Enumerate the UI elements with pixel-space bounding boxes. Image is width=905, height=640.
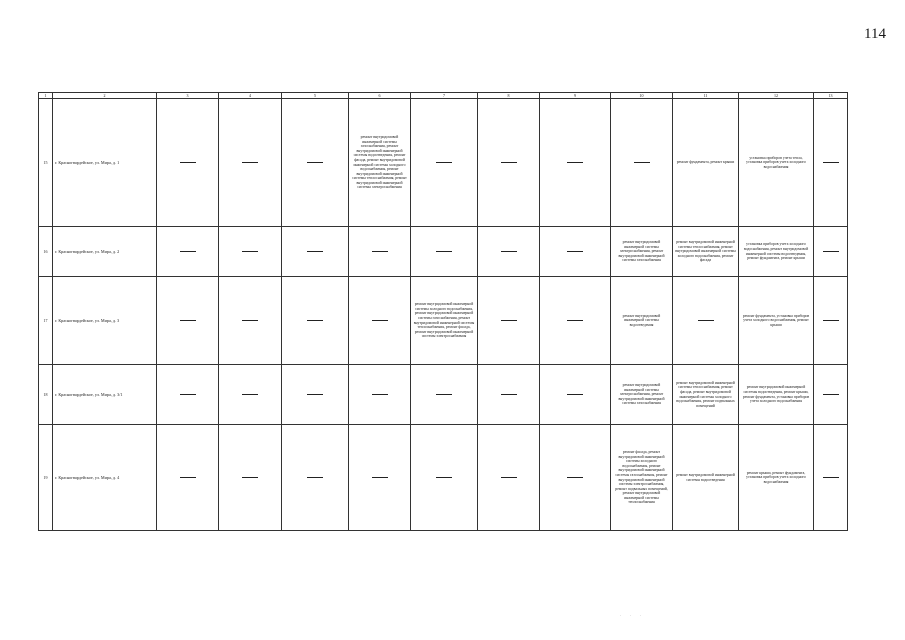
empty-cell: [411, 99, 478, 227]
table-row: [39, 425, 848, 531]
column-number: 5: [282, 93, 349, 99]
work-cell: ремонт внутридомовой инженерной системы водоотведения: [673, 425, 739, 531]
column-number: 12: [739, 93, 814, 99]
dash-mark: [436, 394, 452, 395]
column-number: 2: [53, 93, 157, 99]
empty-cell: [219, 365, 282, 425]
column-number: 3: [157, 93, 219, 99]
empty-cell: [219, 227, 282, 277]
dash-mark: [307, 320, 323, 321]
table-row: [39, 227, 848, 277]
empty-cell: [540, 425, 611, 531]
work-cell: ремонт внутридомовой инженерной системы электроснабжения, ремонт внутридомовой инженерной системы газоснабжения: [611, 365, 673, 425]
dash-mark: [242, 394, 258, 395]
dash-mark: [634, 162, 650, 163]
empty-cell: [814, 227, 848, 277]
work-cell: ремонт внутридомовой инженерной системы электроснабжения, ремонт внутридомовой инженерной системы газоснабжения: [611, 227, 673, 277]
work-cell: ремонт внутридомовой инженерной системы газоснабжения, ремонт внутридомовой инженерной системы водоотведения, ремонт фасада, ремонт внутридомовой инженерной системы холодного водоснабжения, ремонт внутридомовой инженерной системы теплоснабжения, ремонт внутридомовой инженерной системы электроснабжения: [349, 99, 411, 227]
dash-mark: [823, 477, 839, 478]
empty-cell: [478, 99, 540, 227]
dash-mark: [567, 477, 583, 478]
dash-mark: [307, 394, 323, 395]
empty-cell: [282, 99, 349, 227]
column-number: 11: [673, 93, 739, 99]
work-cell: ремонт крыши, ремонт фундамента, установка приборов учета холодного водоснабжения: [739, 425, 814, 531]
footer-marks: . . .: [620, 612, 645, 617]
column-number: 4: [219, 93, 282, 99]
dash-mark: [698, 320, 714, 321]
column-number: 13: [814, 93, 848, 99]
dash-mark: [823, 251, 839, 252]
dash-mark: [372, 251, 388, 252]
work-cell: ремонт внутридомовой инженерной системы водоотведения: [611, 277, 673, 365]
dash-mark: [823, 162, 839, 163]
empty-cell: [814, 365, 848, 425]
work-cell: ремонт внутридомовой инженерной системы теплоснабжения, ремонт фасада, ремонт внутридомовой инженерной системы холодного водоснабжения, ремонт подвальных помещений: [673, 365, 739, 425]
dash-mark: [372, 320, 388, 321]
dash-mark: [180, 162, 196, 163]
dash-mark: [501, 162, 517, 163]
dash-mark: [436, 477, 452, 478]
row-address: г. Красногвардейское, ул. Мира, д. 2: [53, 227, 157, 277]
dash-mark: [242, 320, 258, 321]
empty-cell: [673, 277, 739, 365]
work-cell: ремонт фундамента, ремонт крыши: [673, 99, 739, 227]
dash-mark: [436, 162, 452, 163]
dash-mark: [307, 477, 323, 478]
empty-cell: [411, 227, 478, 277]
dash-mark: [567, 251, 583, 252]
work-cell: ремонт внутридомовой инженерной системы водоотведения, ремонт крыши, ремонт фундамента, установка приборов учета холодного водоснабжения: [739, 365, 814, 425]
empty-cell: [540, 99, 611, 227]
empty-cell: [478, 227, 540, 277]
dash-mark: [501, 320, 517, 321]
repair-schedule-table: [38, 92, 848, 531]
dash-mark: [372, 394, 388, 395]
row-address: г. Красногвардейское, ул. Мира, д. 3: [53, 277, 157, 365]
empty-cell: [540, 277, 611, 365]
work-cell: ремонт внутридомовой инженерной системы теплоснабжения, ремонт внутридомовой инженерной системы холодного водоснабжения, ремонт фасада: [673, 227, 739, 277]
dash-mark: [372, 477, 388, 478]
dash-mark: [242, 162, 258, 163]
empty-cell: [478, 365, 540, 425]
work-cell: ремонт фундамента, установка приборов учета холодного водоснабжения, ремонт крыши: [739, 277, 814, 365]
empty-cell: [540, 227, 611, 277]
row-address: г. Красногвардейское, ул. Мира, д. 4: [53, 425, 157, 531]
dash-mark: [567, 320, 583, 321]
dash-mark: [501, 477, 517, 478]
table-row: [39, 99, 848, 227]
row-number: 19: [39, 425, 53, 531]
dash-mark: [567, 162, 583, 163]
dash-mark: [180, 477, 196, 478]
dash-mark: [180, 320, 196, 321]
dash-mark: [823, 394, 839, 395]
empty-cell: [478, 277, 540, 365]
empty-cell: [814, 277, 848, 365]
dash-mark: [823, 320, 839, 321]
empty-cell: [349, 277, 411, 365]
row-number: 18: [39, 365, 53, 425]
empty-cell: [157, 425, 219, 531]
empty-cell: [282, 277, 349, 365]
empty-cell: [219, 277, 282, 365]
empty-cell: [611, 99, 673, 227]
dash-mark: [180, 251, 196, 252]
empty-cell: [349, 227, 411, 277]
empty-cell: [540, 365, 611, 425]
empty-cell: [282, 425, 349, 531]
work-cell: установка приборов учета холодного водоснабжения, ремонт внутридомовой инженерной системы водоотведения, ремонт фундамента, ремонт крыши: [739, 227, 814, 277]
empty-cell: [349, 425, 411, 531]
empty-cell: [814, 425, 848, 531]
row-number: 17: [39, 277, 53, 365]
dash-mark: [501, 251, 517, 252]
row-number: 15: [39, 99, 53, 227]
empty-cell: [157, 277, 219, 365]
page-number: 114: [864, 26, 886, 42]
work-cell: ремонт внутридомовой инженерной системы холодного водоснабжения, ремонт внутридомовой инженерной системы газоснабжения, ремонт внутридомовой инженерной системы теплоснабжения, ремонт фасада, ремонт внутридомовой инженерной системы электроснабжения: [411, 277, 478, 365]
column-number: 7: [411, 93, 478, 99]
dash-mark: [242, 251, 258, 252]
empty-cell: [411, 365, 478, 425]
empty-cell: [219, 425, 282, 531]
dash-mark: [242, 477, 258, 478]
work-cell: ремонт фасада, ремонт внутридомовой инженерной системы холодного водоснабжения, ремонт внутридомовой инженерной системы газоснабжения, ремонт внутридомовой инженерной системы электроснабжения, ремонт подвальных помещений, ремонт внутридомовой инженерной системы теплоснабжения: [611, 425, 673, 531]
empty-cell: [282, 365, 349, 425]
empty-cell: [349, 365, 411, 425]
row-address: г. Красногвардейское, ул. Мира, д. 3/1: [53, 365, 157, 425]
empty-cell: [478, 425, 540, 531]
column-number: 8: [478, 93, 540, 99]
row-number: 16: [39, 227, 53, 277]
empty-cell: [157, 99, 219, 227]
empty-cell: [814, 99, 848, 227]
table-row: [39, 277, 848, 365]
table-row: [39, 365, 848, 425]
empty-cell: [411, 425, 478, 531]
work-cell: установка приборов учета тепла, установка приборов учета холодного водоснабжения: [739, 99, 814, 227]
column-number: 1: [39, 93, 53, 99]
dash-mark: [436, 251, 452, 252]
dash-mark: [307, 162, 323, 163]
empty-cell: [157, 227, 219, 277]
empty-cell: [157, 365, 219, 425]
column-number: 9: [540, 93, 611, 99]
column-number: 10: [611, 93, 673, 99]
dash-mark: [567, 394, 583, 395]
dash-mark: [501, 394, 517, 395]
dash-mark: [307, 251, 323, 252]
empty-cell: [219, 99, 282, 227]
dash-mark: [180, 394, 196, 395]
row-address: г. Красногвардейское, ул. Мира, д. 1: [53, 99, 157, 227]
empty-cell: [282, 227, 349, 277]
column-number: 6: [349, 93, 411, 99]
